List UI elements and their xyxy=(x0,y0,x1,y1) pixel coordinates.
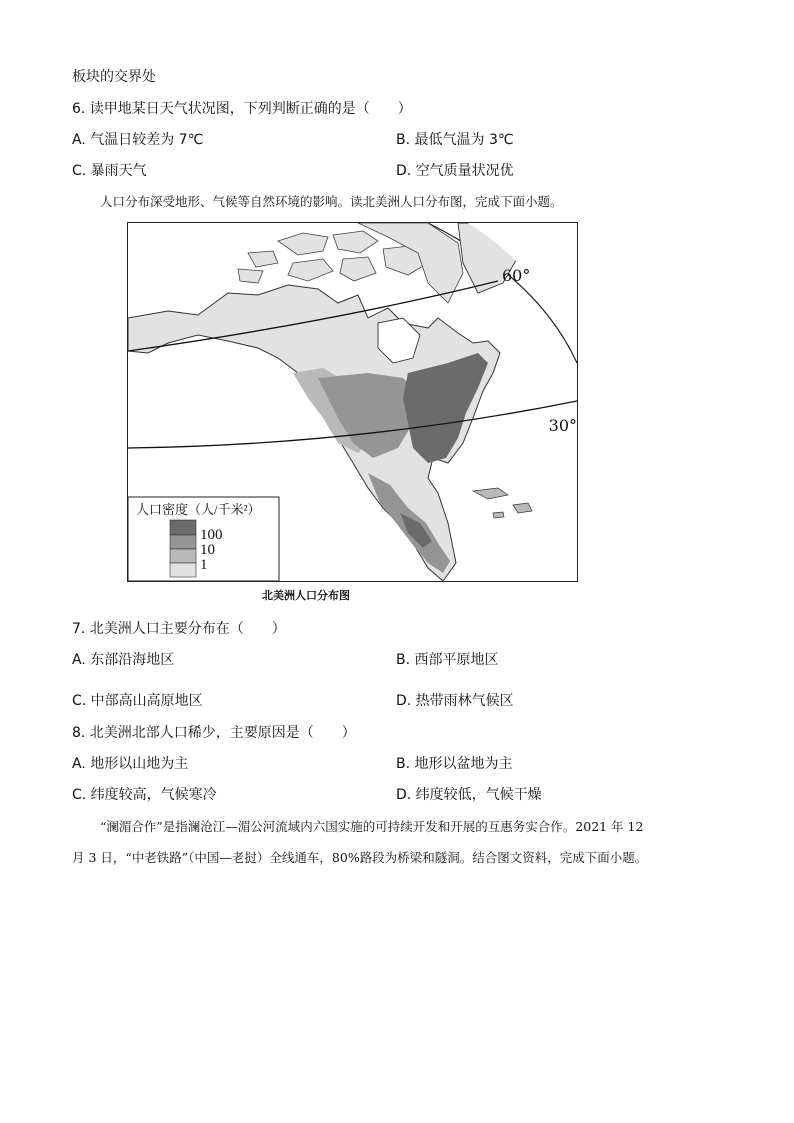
legend-swatch-4 xyxy=(170,563,196,577)
q6-option-b[interactable]: B. 最低气温为 3℃ xyxy=(396,132,514,148)
latitude-60-label: 60° xyxy=(502,266,531,285)
q6-option-a[interactable]: A. 气温日较差为 7℃ xyxy=(72,132,204,148)
q6-stem: 6. 读甲地某日天气状况图，下列判断正确的是（ ） xyxy=(72,101,412,117)
map-caption: 北美洲人口分布图 xyxy=(262,589,350,602)
q7-option-b[interactable]: B. 西部平原地区 xyxy=(396,652,499,668)
legend-label-100: 100 xyxy=(200,527,223,543)
legend-label-10: 10 xyxy=(200,542,215,558)
q8-option-c[interactable]: C. 纬度较高，气候寒冷 xyxy=(72,787,217,803)
intro-line: 板块的交界处 xyxy=(72,69,156,85)
map-svg xyxy=(128,223,577,581)
passage-lancang-mekong-line2: 月 3 日，“中老铁路”（中国—老挝）全线通车，80%路段为桥梁和隧洞。结合图文资料，完成下面小题。 xyxy=(72,850,648,865)
legend-swatch-2 xyxy=(170,535,196,549)
q6-option-c[interactable]: C. 暴雨天气 xyxy=(72,163,147,179)
q8-option-b[interactable]: B. 地形以盆地为主 xyxy=(396,756,513,772)
q7-option-a[interactable]: A. 东部沿海地区 xyxy=(72,652,175,668)
q7-option-c[interactable]: C. 中部高山高原地区 xyxy=(72,693,203,709)
passage-lancang-mekong-line1: “澜湄合作”是指澜沧江—湄公河流域内六国实施的可持续开发和开展的互惠务实合作。2021 年 12 xyxy=(100,819,644,834)
q6-option-d[interactable]: D. 空气质量状况优 xyxy=(396,163,514,179)
q7-option-d[interactable]: D. 热带雨林气候区 xyxy=(396,693,514,709)
passage-population: 人口分布深受地形、气候等自然环境的影响。读北美洲人口分布图，完成下面小题。 xyxy=(100,194,563,209)
q7-stem: 7. 北美洲人口主要分布在（ ） xyxy=(72,621,286,637)
caribbean-islands xyxy=(473,488,532,518)
legend-label-1: 1 xyxy=(200,557,208,573)
latitude-30-label: 30° xyxy=(548,416,577,435)
legend-swatch-3 xyxy=(170,549,196,563)
north-america-population-map xyxy=(127,222,578,582)
legend xyxy=(128,497,279,581)
legend-swatch-1 xyxy=(170,520,196,535)
q8-stem: 8. 北美洲北部人口稀少，主要原因是（ ） xyxy=(72,725,356,741)
q8-option-a[interactable]: A. 地形以山地为主 xyxy=(72,756,189,772)
legend-title: 人口密度（人/千米²） xyxy=(136,502,261,517)
q8-option-d[interactable]: D. 纬度较低，气候干燥 xyxy=(396,787,542,803)
